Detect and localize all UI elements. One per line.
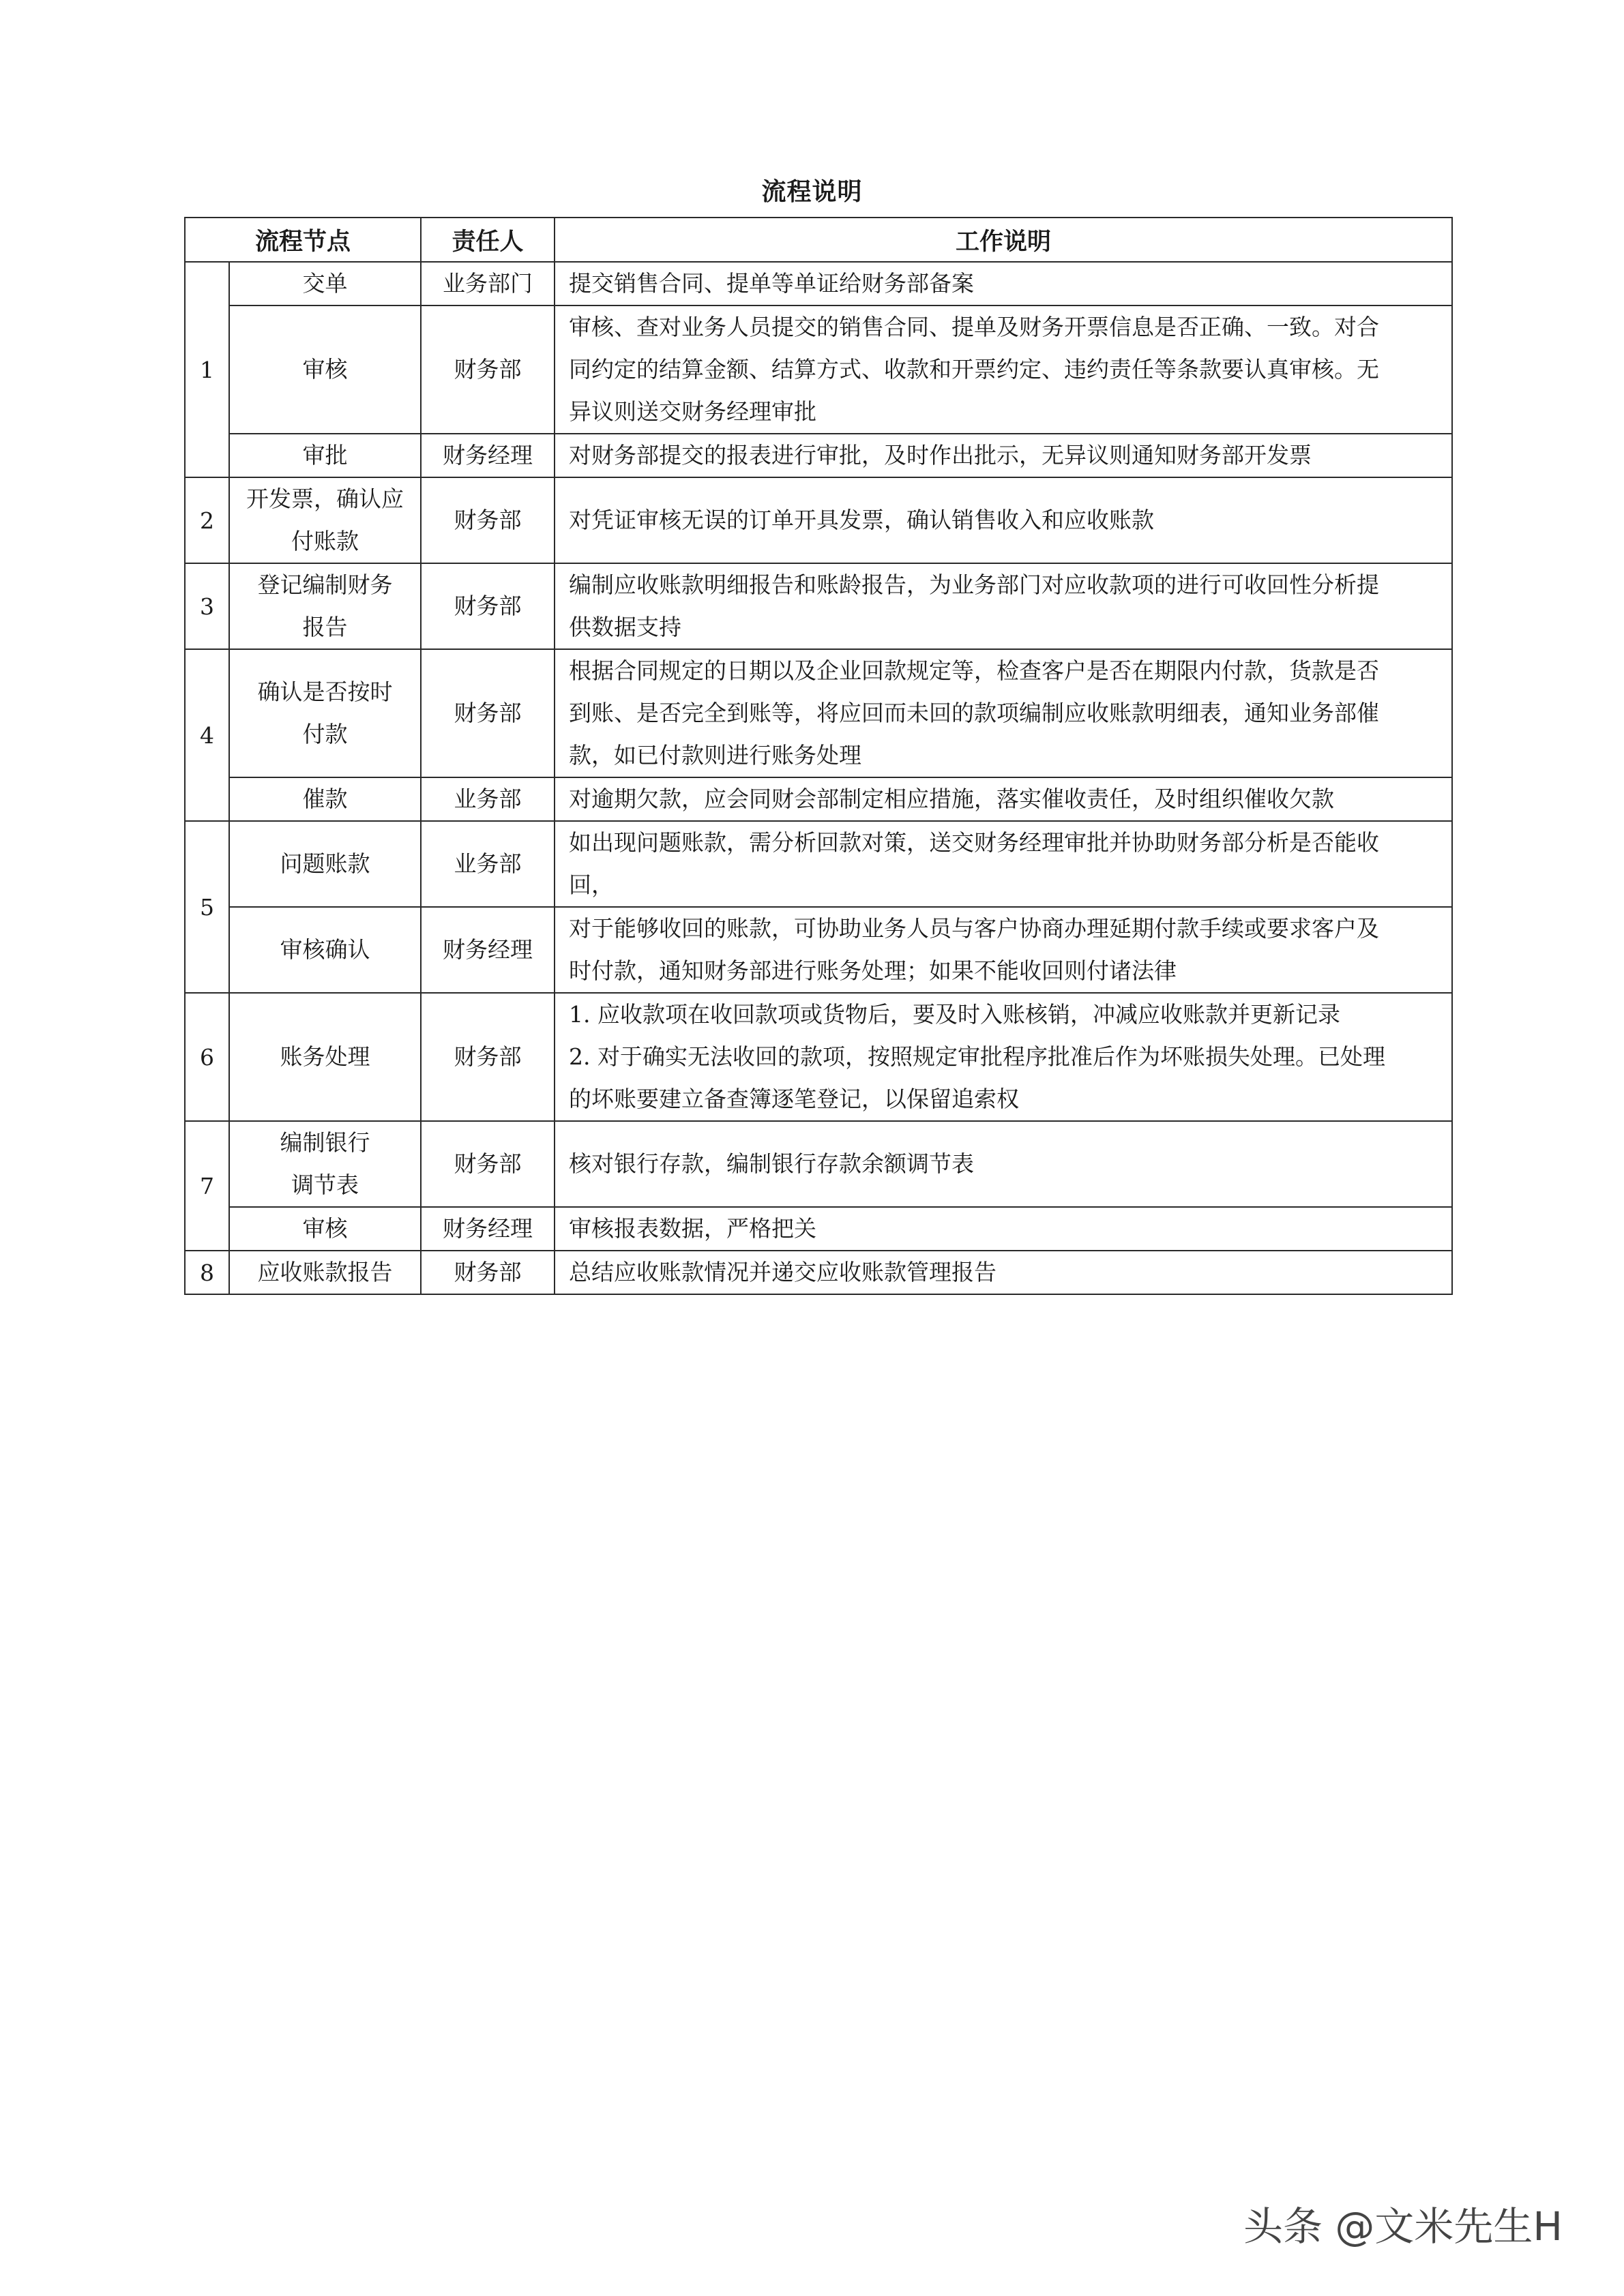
node-cell <box>229 305 421 434</box>
node-cell <box>229 262 421 305</box>
node-cell <box>229 434 421 477</box>
description-cell <box>555 434 1452 477</box>
owner-cell: 财务部 <box>421 993 555 1121</box>
node-cell <box>229 563 421 649</box>
owner-cell: 业务部 <box>421 777 555 821</box>
text-line: 审核报表数据，严格把关 <box>569 1215 817 1242</box>
process-table <box>184 217 1453 1295</box>
owner-cell: 财务部 <box>421 305 555 434</box>
table-row <box>185 305 1452 434</box>
text-line: 时付款，通知财务部进行账务处理；如果不能收回则付诸法律 <box>569 957 1177 984</box>
node-cell <box>229 477 421 563</box>
description-cell <box>555 821 1452 907</box>
description-cell <box>555 305 1452 434</box>
step-number: 8 <box>185 1251 229 1294</box>
table-row <box>185 477 1452 563</box>
owner-cell: 财务部 <box>421 1251 555 1294</box>
text-line: 对于能够收回的账款，可协助业务人员与客户协商办理延期付款手续或要求客户及 <box>569 915 1380 942</box>
text-line: 核对银行存款，编制银行存款余额调节表 <box>569 1150 975 1177</box>
owner-cell: 财务部 <box>421 1121 555 1207</box>
text-line: 付款 <box>302 721 348 747</box>
table-row <box>185 993 1452 1121</box>
description-cell <box>555 1207 1452 1251</box>
owner-cell: 财务经理 <box>421 434 555 477</box>
text-line: 到账、是否完全到账等，将应回而未回的款项编制应收账款明细表，通知业务部催 <box>569 700 1380 726</box>
text-line: 审核 <box>302 1215 348 1242</box>
node-cell <box>229 993 421 1121</box>
description-cell <box>555 1121 1452 1207</box>
text-line: 应收账款报告 <box>257 1259 393 1285</box>
watermark: 头条 @文米先生H <box>1243 2203 1563 2250</box>
table-header-row <box>185 218 1452 262</box>
owner-cell: 业务部门 <box>421 262 555 305</box>
table-body <box>185 262 1452 1294</box>
description-cell <box>555 777 1452 821</box>
text-line: 款，如已付款则进行账务处理 <box>569 742 862 769</box>
text-line: 1. 应收款项在收回款项或货物后，要及时入账核销，冲减应收账款并更新记录 <box>569 1001 1340 1028</box>
text-line: 总结应收账款情况并递交应收账款管理报告 <box>569 1259 997 1285</box>
text-line: 供数据支持 <box>569 614 682 640</box>
description-cell <box>555 262 1452 305</box>
node-cell <box>229 821 421 907</box>
table-row <box>185 907 1452 993</box>
table-row <box>185 1251 1452 1294</box>
text-line: 对凭证审核无误的订单开具发票，确认销售收入和应收账款 <box>569 507 1155 533</box>
owner-cell: 财务部 <box>421 563 555 649</box>
table-row <box>185 1207 1452 1251</box>
table-row <box>185 262 1452 305</box>
text-line: 审核 <box>302 356 348 383</box>
owner-cell: 业务部 <box>421 821 555 907</box>
step-number: 7 <box>185 1121 229 1251</box>
text-line: 报告 <box>302 614 348 640</box>
text-line: 2. 对于确实无法收回的款项，按照规定审批程序批准后作为坏账损失处理。已处理 <box>569 1043 1385 1070</box>
header-owner: 责任人 <box>421 218 555 262</box>
text-line: 对财务部提交的报表进行审批，及时作出批示，无异议则通知财务部开发票 <box>569 442 1312 468</box>
description-cell <box>555 993 1452 1121</box>
description-cell <box>555 907 1452 993</box>
description-cell <box>555 563 1452 649</box>
text-line: 回， <box>569 871 615 898</box>
node-cell <box>229 649 421 777</box>
step-number: 5 <box>185 821 229 993</box>
owner-cell: 财务经理 <box>421 907 555 993</box>
step-number: 4 <box>185 649 229 821</box>
text-line: 问题账款 <box>280 850 370 877</box>
text-line: 审核确认 <box>280 936 370 963</box>
text-line: 登记编制财务 <box>257 571 393 598</box>
owner-cell: 财务部 <box>421 649 555 777</box>
table-row <box>185 1121 1452 1207</box>
node-cell <box>229 1121 421 1207</box>
node-cell <box>229 1251 421 1294</box>
text-line: 同约定的结算金额、结算方式、收款和开票约定、违约责任等条款要认真审核。无 <box>569 356 1380 383</box>
table-row <box>185 434 1452 477</box>
node-cell <box>229 907 421 993</box>
text-line: 如出现问题账款，需分析回款对策，送交财务经理审批并协助财务部分析是否能收 <box>569 829 1380 856</box>
text-line: 账务处理 <box>280 1043 370 1070</box>
header-node: 流程节点 <box>185 218 421 262</box>
text-line: 的坏账要建立备查簿逐笔登记，以保留追索权 <box>569 1086 1020 1112</box>
header-desc: 工作说明 <box>555 218 1452 262</box>
step-number: 6 <box>185 993 229 1121</box>
text-line: 对逾期欠款，应会同财会部制定相应措施，落实催收责任，及时组织催收欠款 <box>569 786 1335 812</box>
table-row <box>185 821 1452 907</box>
description-cell <box>555 1251 1452 1294</box>
step-number: 2 <box>185 477 229 563</box>
text-line: 编制银行 <box>280 1129 370 1156</box>
table-row <box>185 777 1452 821</box>
text-line: 付账款 <box>291 528 359 554</box>
text-line: 确认是否按时 <box>257 679 393 705</box>
owner-cell: 财务经理 <box>421 1207 555 1251</box>
description-cell <box>555 477 1452 563</box>
description-cell <box>555 649 1452 777</box>
text-line: 交单 <box>302 270 348 297</box>
text-line: 审核、查对业务人员提交的销售合同、提单及财务开票信息是否正确、一致。对合 <box>569 314 1380 340</box>
text-line: 提交销售合同、提单等单证给财务部备案 <box>569 270 975 297</box>
table-row <box>185 649 1452 777</box>
step-number: 3 <box>185 563 229 649</box>
text-line: 编制应收账款明细报告和账龄报告，为业务部门对应收款项的进行可收回性分析提 <box>569 571 1380 598</box>
owner-cell: 财务部 <box>421 477 555 563</box>
node-cell <box>229 777 421 821</box>
text-line: 异议则送交财务经理审批 <box>569 398 817 425</box>
step-number: 1 <box>185 262 229 477</box>
text-line: 根据合同规定的日期以及企业回款规定等，检查客户是否在期限内付款，货款是否 <box>569 657 1380 684</box>
text-line: 催款 <box>302 786 348 812</box>
text-line: 调节表 <box>291 1172 359 1198</box>
node-cell <box>229 1207 421 1251</box>
text-line: 开发票，确认应 <box>246 486 404 512</box>
table-row <box>185 563 1452 649</box>
text-line: 审批 <box>302 442 348 468</box>
page-title: 流程说明 <box>761 177 863 206</box>
